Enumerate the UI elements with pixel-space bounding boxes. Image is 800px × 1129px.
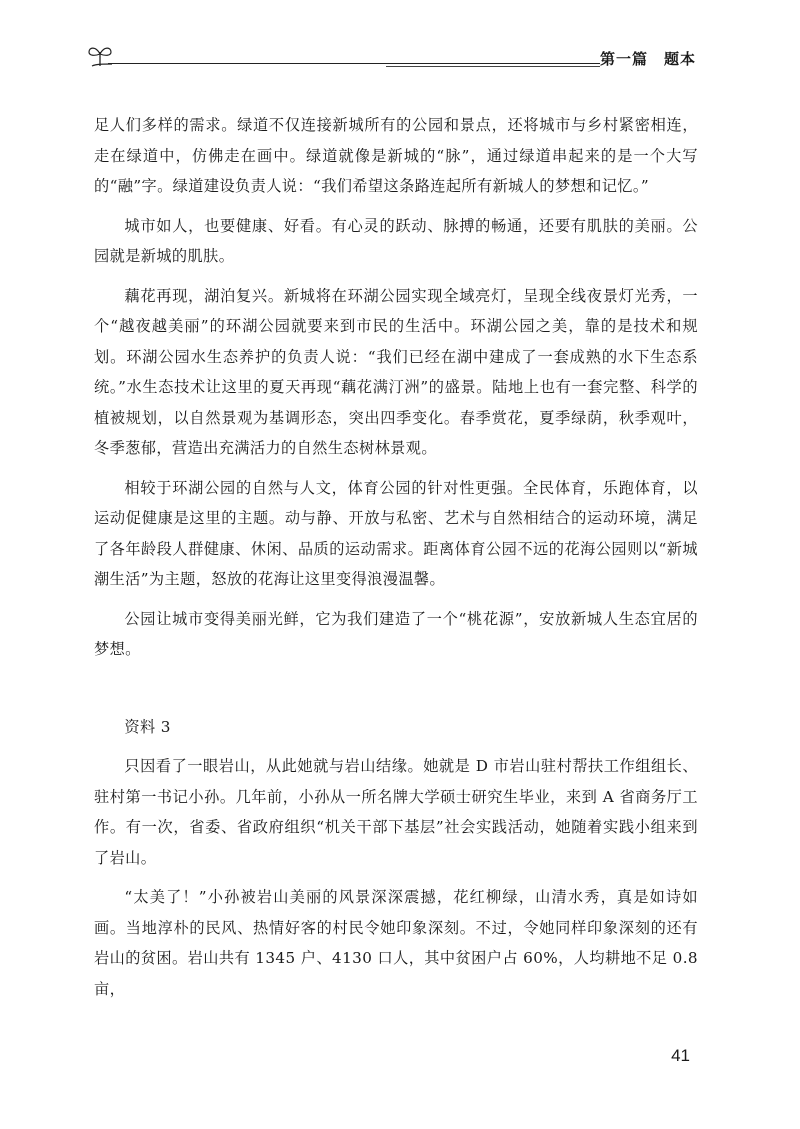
- paragraph-3: 藕花再现，湖泊复兴。新城将在环湖公园实现全域亮灯，呈现全线夜景灯光秀，一个“越夜越美丽”的环湖公园就要来到市民的生活中。环湖公园之美，靠的是技术和规划。环湖公园水生态养护的负责人说：“我们已经在湖中建成了一套成熟的水下生态系统。”水生态技术让这里的夏天再现“藕花满汀洲”的盛景。陆地上也有一套完整、科学的植被规划，以自然景观为基调形态，突出四季变化。春季赏花，夏季绿荫，秋季观叶，冬季葱郁，营造出充满活力的自然生态树林景观。: [94, 286, 698, 457]
- section-title: 第一篇 题本: [599, 50, 696, 68]
- paragraph-6: 只因看了一眼岩山，从此她就与岩山结缘。她就是 D 市岩山驻村帮扶工作组组长、驻村第一书记小孙。几年前，小孙从一所名牌大学硕士研究生毕业，来到 A 省商务厅工作。有一次，省委、省政府组织“机关干部下基层”社会实践活动，她随着实践小组来到了岩山。: [94, 757, 698, 867]
- paragraph-7: “太美了！”小孙被岩山美丽的风景深深震撼，花红柳绿，山清水秀，真是如诗如画。当地淳朴的民风、热情好客的村民令她印象深刻。不过，令她同样印象深刻的还有岩山的贫困。岩山共有 1345 户、4130 口人，其中贫困户占 60%，人均耕地不足 0.8 亩，: [94, 888, 698, 998]
- page-body: [94, 110, 698, 1013]
- header-rule: [108, 63, 600, 64]
- paragraph-5: 公园让城市变得美丽光鲜，它为我们建造了一个“桃花源”，安放新城人生态宜居的梦想。: [94, 609, 698, 658]
- paragraph-1: 足人们多样的需求。绿道不仅连接新城所有的公园和景点，还将城市与乡村紧密相连，走在绿道中，仿佛走在画中。绿道就像是新城的“脉”，通过绿道串起来的是一个大写的“融”字。绿道建设负责人说：“我们希望这条路连起所有新城人的梦想和记忆。”: [94, 116, 698, 195]
- header-rule-secondary: [386, 66, 600, 67]
- material-label: 资料 3: [124, 717, 171, 736]
- sprout-icon: [86, 42, 114, 68]
- paragraph-4: 相较于环湖公园的自然与人文，体育公园的针对性更强。全民体育，乐跑体育，以运动促健康是这里的主题。动与静、开放与私密、艺术与自然相结合的运动环境，满足了各年龄段人群健康、休闲、品质的运动需求。距离体育公园不远的花海公园则以“新城潮生活”为主题，怒放的花海让这里变得浪漫温馨。: [94, 478, 698, 588]
- page-number: 41: [671, 1046, 690, 1065]
- paragraph-2: 城市如人，也要健康、好看。有心灵的跃动、脉搏的畅通，还要有肌肤的美丽。公园就是新城的肌肤。: [94, 216, 698, 265]
- running-header: [86, 42, 696, 70]
